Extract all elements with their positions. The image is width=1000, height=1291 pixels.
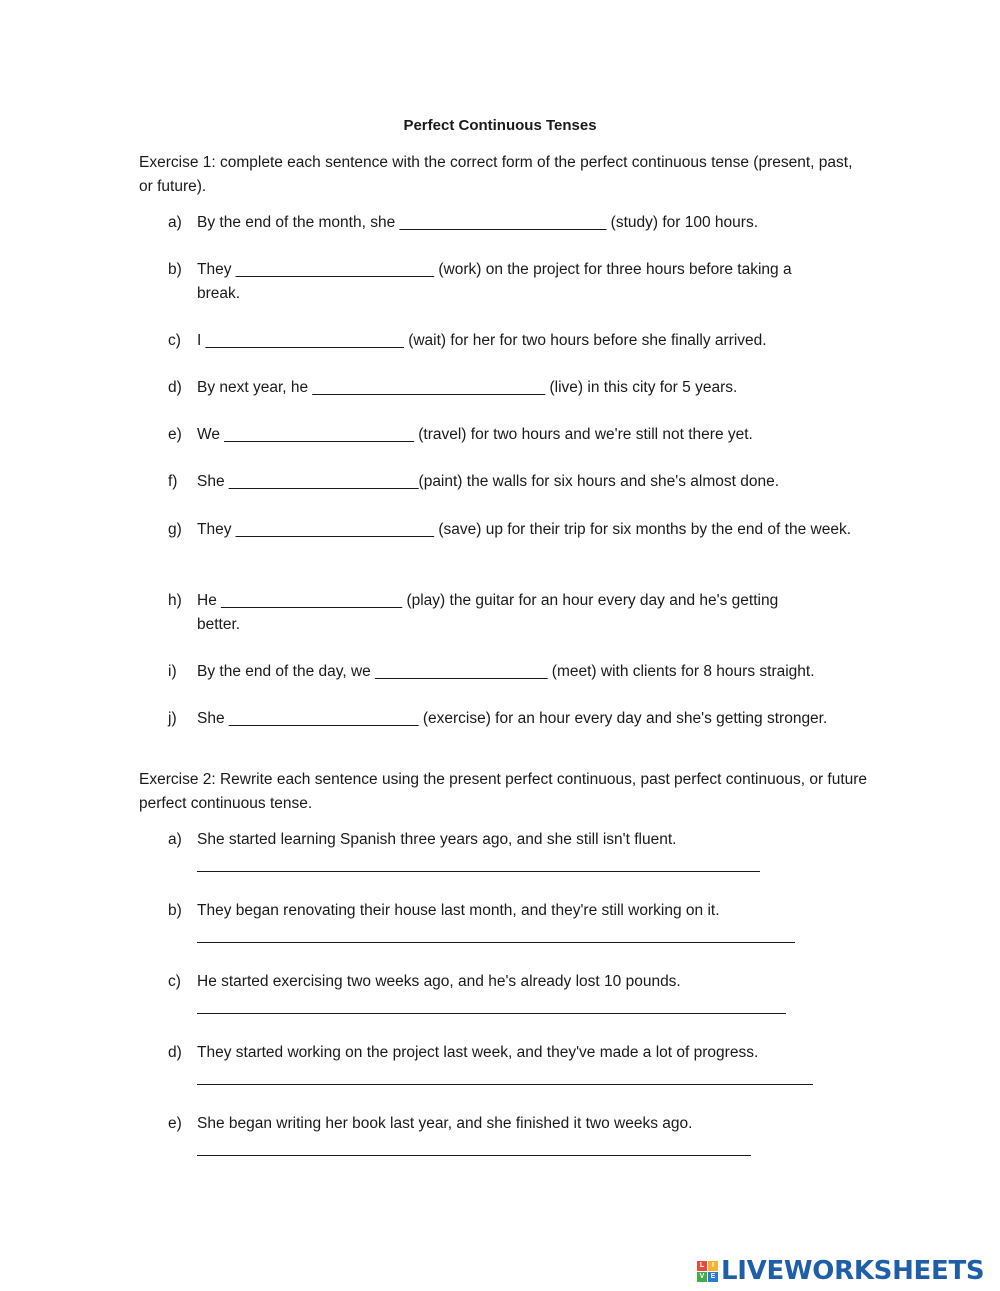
item-label: b) xyxy=(168,261,182,278)
logo-text: LIVEWORKSHEETS xyxy=(721,1256,985,1286)
item-label: f) xyxy=(168,473,178,490)
item-text: We ______________________ (travel) for two hours and we're still not there yet. xyxy=(197,426,753,443)
item-text: She ______________________ (exercise) for an hour every day and she's getting stronger. xyxy=(197,710,828,727)
item-text: He started exercising two weeks ago, and he's already lost 10 pounds. xyxy=(197,973,681,990)
answer-line[interactable] xyxy=(197,871,760,872)
item-text: They _______________________ (work) on the project for three hours before taking a break. xyxy=(197,261,796,302)
answer-line[interactable] xyxy=(197,1013,786,1014)
item-label: i) xyxy=(168,663,177,680)
logo-block: I xyxy=(708,1261,718,1271)
item-label: b) xyxy=(168,902,182,919)
item-text: By next year, he ___________________________ (live) in this city for 5 years. xyxy=(197,379,738,396)
item-text: She ______________________(paint) the walls for six hours and she's almost done. xyxy=(197,473,780,490)
exercise-1-instructions: Exercise 1: complete each sentence with the correct form of the perfect continuous tense (present, past, or future). xyxy=(139,154,853,195)
item-label: d) xyxy=(168,1044,182,1061)
liveworksheets-logo xyxy=(697,1256,984,1286)
item-label: c) xyxy=(168,332,181,349)
answer-line[interactable] xyxy=(197,1155,751,1156)
answer-line[interactable] xyxy=(197,942,795,943)
item-label: e) xyxy=(168,1115,182,1132)
item-label: a) xyxy=(168,831,182,848)
item-text: She began writing her book last year, and she finished it two weeks ago. xyxy=(197,1115,693,1132)
item-label: h) xyxy=(168,592,182,609)
item-text: By the end of the day, we ____________________ (meet) with clients for 8 hours straight. xyxy=(197,663,815,680)
logo-block: E xyxy=(708,1272,718,1282)
page-title: Perfect Continuous Tenses xyxy=(403,117,597,134)
item-text: I _______________________ (wait) for her for two hours before she finally arrived. xyxy=(197,332,767,349)
logo-block: V xyxy=(697,1272,707,1282)
item-label: j) xyxy=(168,710,177,727)
item-label: c) xyxy=(168,973,181,990)
item-label: g) xyxy=(168,521,182,538)
item-text: She started learning Spanish three years ago, and she still isn't fluent. xyxy=(197,831,677,848)
item-text: By the end of the month, she ________________________ (study) for 100 hours. xyxy=(197,214,759,231)
exercise-2-instructions: Exercise 2: Rewrite each sentence using the present perfect continuous, past perfect continuous, or future perfect continuous tense. xyxy=(139,771,868,812)
item-text: He _____________________ (play) the guitar for an hour every day and he's getting better. xyxy=(197,592,783,633)
item-text: They _______________________ (save) up for their trip for six months by the end of the week. xyxy=(197,521,852,538)
answer-line[interactable] xyxy=(197,1084,813,1085)
logo-blocks-icon xyxy=(697,1261,718,1282)
item-label: d) xyxy=(168,379,182,396)
item-text: They started working on the project last week, and they've made a lot of progress. xyxy=(197,1044,759,1061)
logo-block: L xyxy=(697,1261,707,1271)
item-label: e) xyxy=(168,426,182,443)
item-label: a) xyxy=(168,214,182,231)
item-text: They began renovating their house last month, and they're still working on it. xyxy=(197,902,720,919)
